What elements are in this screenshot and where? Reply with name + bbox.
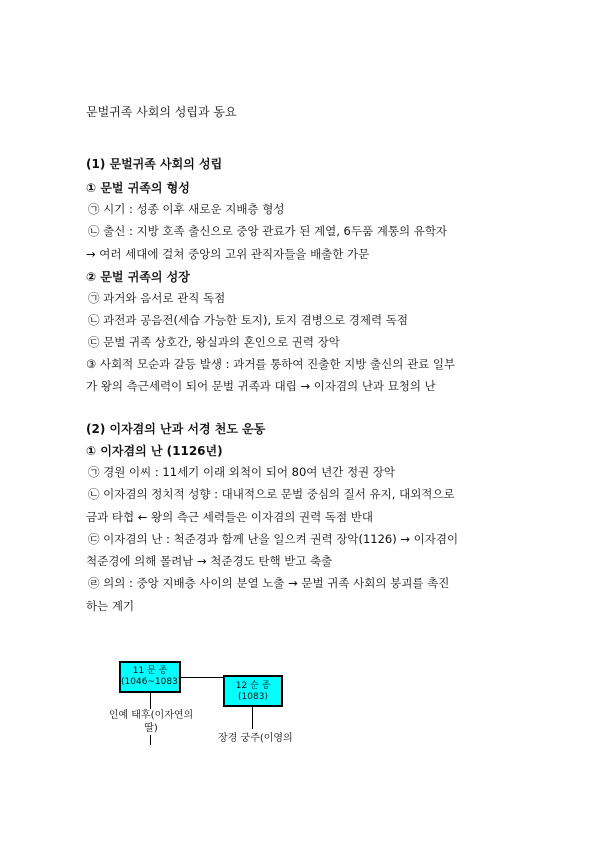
king-sunjong-reign: (1083) <box>238 691 268 702</box>
queen-inye-label-line: 딸) <box>144 723 158 734</box>
inye-down-line <box>150 735 151 745</box>
section-1-sub-3-line: 가 왕의 측근세력이 되어 문벌 귀족과 대립 → 이자겸의 난과 묘청의 난 <box>86 379 436 393</box>
section-2-sub-1-heading: ① 이자겸의 난 (1126년) <box>86 444 223 458</box>
section-1-sub-3-line: ③ 사회적 모순과 갈등 발생 : 과거를 통하여 진출한 지방 출신의 관료 일부 <box>86 357 456 371</box>
king-munjong-box <box>119 661 181 693</box>
section-2-sub-1-item: 하는 계기 <box>86 599 135 613</box>
king-munjong-reign: (1046~1083) <box>121 676 182 687</box>
section-2-sub-1-item: ㉢ 이자겸의 난 : 척준경과 함께 난을 일으켜 권력 장악(1126) → 이자겸이 <box>88 532 459 546</box>
consort-janggyeong-label: 장경 궁주(이영의 <box>218 733 293 744</box>
section-2-sub-1-item: ㉠ 경원 이씨 : 11세기 이래 외척이 되어 80여 년간 정권 장악 <box>88 465 396 479</box>
king-munjong-name: 11 문 종 <box>132 666 168 676</box>
queen-inye-label <box>107 709 195 735</box>
section-1-sub-1-item: → 여러 세대에 걸쳐 중앙의 고위 관직자들을 배출한 가문 <box>86 247 370 261</box>
section-1-sub-2-heading: ② 문벌 귀족의 성장 <box>86 270 190 284</box>
section-2-sub-1-item: 금과 타협 ← 왕의 측근 세력들은 이자겸의 권력 독점 반대 <box>86 510 373 524</box>
marriage-connector-line <box>181 677 224 678</box>
section-1-sub-2-item: ㉡ 과전과 공음전(세습 가능한 토지), 토지 겸병으로 경제력 독점 <box>88 313 408 327</box>
section-2-heading: (2) 이자겸의 난과 서경 천도 운동 <box>86 422 266 436</box>
section-1-sub-2-item: ㉢ 문벌 귀족 상호간, 왕실과의 혼인으로 권력 장악 <box>88 335 340 349</box>
queen-inye-label-line: 인예 태후(이자연의 <box>108 710 194 721</box>
section-1-heading: (1) 문벌귀족 사회의 성립 <box>86 157 223 171</box>
document-title: 문벌귀족 사회의 성립과 동요 <box>86 105 237 119</box>
section-1-sub-1-item: ㉠ 시기 : 성종 이후 새로운 지배층 형성 <box>88 202 285 216</box>
section-1-sub-1-heading: ① 문벌 귀족의 형성 <box>86 181 190 195</box>
section-1-sub-1-item: ㉡ 출신 : 지방 호족 출신으로 중앙 관료가 된 계열, 6두품 계통의 유학자 <box>88 224 448 238</box>
section-2-sub-1-item: ㉣ 의의 : 중앙 지배층 사이의 분열 노출 → 문벌 귀족 사회의 붕괴를 촉진 <box>88 576 450 590</box>
sunjong-down-line <box>252 707 253 729</box>
king-sunjong-box <box>223 675 283 707</box>
section-2-sub-1-item: ㉡ 이자겸의 정치적 성향 : 대내적으로 문벌 중심의 질서 유지, 대외적으로 <box>88 487 455 501</box>
section-1-sub-2-item: ㉠ 과거와 음서로 관직 독점 <box>88 291 226 305</box>
munjong-down-line <box>150 693 151 709</box>
king-sunjong-name: 12 순 종 <box>235 681 271 691</box>
section-2-sub-1-item: 척준경에 의해 몰려남 → 척준경도 탄핵 받고 축출 <box>86 554 333 568</box>
